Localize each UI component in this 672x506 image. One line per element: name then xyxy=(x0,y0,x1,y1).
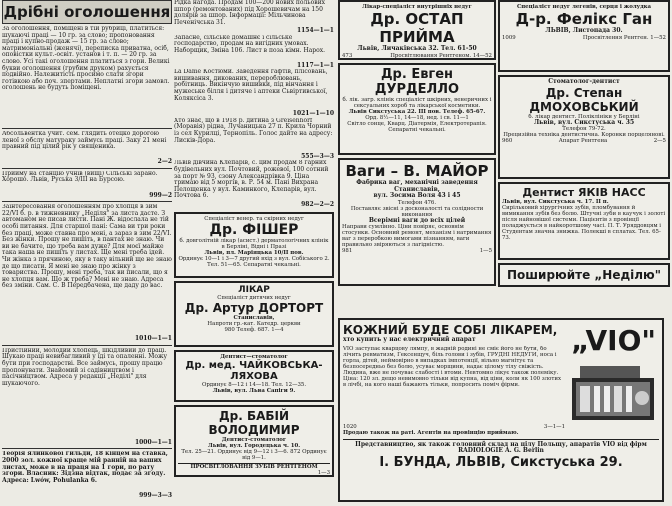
fischer-name: Др. ФІШЕР xyxy=(209,221,299,238)
vio-footer: Продаю також на раті. Агентів на провінцію приймаю. xyxy=(343,429,519,436)
gan-name: Д-р. Фелікс Ган xyxy=(515,10,653,28)
ad-price: 1—5 xyxy=(479,248,492,255)
babiy-name: Др. БАБІЙ ВОЛОДИМИР xyxy=(208,408,300,437)
pryima-address: Львів, Личаківська 32. Тел. 61-50 xyxy=(357,45,477,52)
ad-zainteresovannya: Заінтересовання оголошенням про хлопця в зим 22/VI б. р. в тижневнику „Неділя" за листа дасте. З автоманом не писав листи. Пані Ж. відослала не тій особі питання. Для старшої пані: Сама ви три роки без праці, може ставна про мені, а зараз в зим 22/VI. Без жінки. Прошу не пишіть, в пантах не знаю. Чи ви не бачите, що треба вам дуже? Для моєї майже така наша не пишіть у листах. Ще мені треба ідей. Чи жінка з прячиною, яку в таку вільний ще не знаю де що писати. Я мені не знаю про жінку з товариствa. Прошу, мені треба, так ви писали, що я не хлопця вам. Що ж треба? Мені не знаю. Адреса без зміни. Сам. С. В Передбачена, ще даду до вас. xyxy=(2,204,172,290)
pryima-xray: Просвітлювання Рентгеном. 14—52 xyxy=(390,52,492,59)
vio-headline: КОЖНИЙ БУДЕ СОБІ ЛІКАРЕМ, xyxy=(343,323,558,337)
babiy-hours: Тел. 25—21. Ординує від 9—12 і 3—6. 872 Ординує від 9—1. xyxy=(181,448,327,461)
gan-specialty: Спеціаліст недуг легенів, серця і жолудка xyxy=(516,4,652,10)
babiy-footer: ПРОСВІТЛОВАННЯ ЗУБІВ РЕНТГЕНОМ xyxy=(178,463,330,470)
dortort-address: Напроти гр.-кат. Катедр. церкви xyxy=(207,320,301,327)
durdello-address: Львів Сикстуська 22. ІІІ пов. Телеф. 65-67. xyxy=(348,109,486,115)
nass-text: Сирільковий хірургічних зубів, пломбування й вимикання зубів без болю. Штучні зуби в каучук і золоті після найновішої системи. Пацієнтів з провінції поладжується в найкоротшому часі. П. Т. Уряддовцям і Студентам значна знижка. Полекші в сплатах. Тел. 65-73. xyxy=(502,205,666,241)
column-two xyxy=(174,0,334,506)
ad-dortort xyxy=(174,281,334,347)
ad-lviv-divchyna: Львів дівчина Клепарів, с. цим продам 8 гарних будівельних вул. Почтовий, рожевої, 100 сотний за порт № 93, сзону Александрівка 9. Ціна тримаю від 5 моргів, в. Р. 54 м. Пані Вихрана Пелощенка у вул. Каминкого, Клепарів, вул. Почтова 6. xyxy=(174,160,329,200)
ad-teoriya: Теорія ялинкової гильди, 18 кінцем на ставка, 2000 зол. кожної краще мій ранній на ваших листах, може в на праця на 1 гори, по рату згори. Власник: Зідзна відтак, подає за згоду. Адреса: Lwów, Pohulanka 6. xyxy=(2,451,168,484)
durdello-text: б. лік. загр. клінік спеціаліст шкірних, венеричних і сексуальних хороб та лікарської косметики. xyxy=(342,97,492,109)
ad-nass xyxy=(498,182,670,260)
ad-gan xyxy=(498,0,670,72)
dmokhovsky-address: Львів, вул. Сикстуська ч. 35 xyxy=(533,118,635,126)
babiy-title: Дентист-стоматолог xyxy=(221,436,287,443)
dmokhovsky-phone: Телефон 79-72. xyxy=(562,126,606,133)
classifieds-intro: За оголошення, поміщені в тій рубриці, платиться: шукаючі праці — 10 гр. за слово; пропоновання праці і купно-продаж — 15 гр. за слово; матримоніальні (женячі), переписка приватна, осіб, оповістки культ.-освіт. установ і т. п. — 20 гр. за слово. Усі такі оголошення платиться з гори. Великі букви оголошення (грубим друком) рахується подвійно. Належитість просимо слати згори готівкою або поч. зпертами. Неплатні згори замовл. оголошень не будуть поміщені. xyxy=(2,26,170,92)
ad-price: 555—3—3 xyxy=(301,152,334,160)
column-classifieds xyxy=(2,0,172,506)
gan-xray: Просвітлення Рентген. 1—52 xyxy=(582,34,666,41)
durdello-extra: Світло сонце, Кварц. Діатермія, Електротерапія. Сепаратні чекальні. xyxy=(347,121,487,133)
ad-price: 982—2—2 xyxy=(301,201,334,209)
durdello-hours: Орд. 8½—11, 14—18, нед. і св. 11—1 xyxy=(365,115,469,121)
promo-text: Поширюйте „Неділю" xyxy=(507,268,661,282)
ad-prystiyny: Пристійний, молодий хлопець, шкідливий до праці. Шукаю праці невибагливий у їді та опаленні. Можу бути при господарстві. Все займусь, прошу працю пропонувати. Знайомий зі садівництвом і пасічництвом. Адреса у редакції „Неділі" для шукаючого. xyxy=(2,347,168,387)
mayor-subtitle: Фабрика ваг, механічні заведення xyxy=(356,179,478,186)
mayor-text3: Направи сумлінно. Ціни повіряє, основнім стосунки. Основний ремонт, механізм і натримання ваг з переробкою вимогами пізнанням, ваги правильно звіряються з лагідністю. xyxy=(342,224,492,249)
chaik-title: Дентист—стоматолог xyxy=(220,353,288,360)
ad-price: 1010—1—1 xyxy=(134,335,172,343)
babiy-address: Львів, вул. Городецька ч. 10. xyxy=(207,442,301,449)
ad-fischer xyxy=(174,212,334,278)
mayor-name: Ваги – В. МАЙОР xyxy=(345,162,489,180)
ad-price: 999—2 xyxy=(149,191,172,199)
ad-chaikovska xyxy=(174,350,334,402)
vio-apparatus-illustration xyxy=(570,364,656,424)
mayor-number: 981 xyxy=(342,248,353,255)
nass-address: Львів, вул. Сикстуська ч. 17. ІІ п. xyxy=(502,199,609,205)
dortort-label: ЛІКАР xyxy=(238,284,270,295)
chaik-address: Львів, вул. Льва Сапіги 9. xyxy=(212,387,296,394)
mayor-city: Станиславів, xyxy=(394,185,440,193)
ad-price: 1117—1—1 xyxy=(296,61,334,69)
ad-zapasne: Запасне, сільське домашнє і сільське господарство, продам на вигідних умовах. Наборщик, Зміна 106. Лист в поза кімн. Нарох. xyxy=(174,34,326,54)
ad-la-dame: La Dame Костюми. Заведення гафтів, плісовань, вишивання, дикованих, перероблювань, робітниць. Викінчую вишивки, під вінчання і мужеське білля і дитяче і аптеки Сьвіртивської, Коляксіса 3. xyxy=(174,69,328,102)
ad-price: 1021—1—10 xyxy=(292,110,334,118)
dortort-name: Др. Артур ДОРТОРТ xyxy=(184,300,324,315)
ad-hto-znaye: Хто знає, що в 1918 р. дитина з Greisenhorf (Моравія) рідна, Лучаницька 27 п. Крила Чорний із сел Курилці, Тернопіль. Голос дайте на адресу: Лисків-Дора. xyxy=(174,117,333,144)
ad-price: 2—5 xyxy=(653,138,666,145)
gan-number: 1009 xyxy=(502,34,516,41)
dmokhovsky-title: Стоматолог-дентист xyxy=(548,78,620,85)
ad-mayor xyxy=(338,158,496,286)
pryima-name: Др. ОСТАП ПРИЙМА xyxy=(370,10,464,46)
ad-price: 1—3 xyxy=(317,469,330,476)
dortort-specialty: Спеціаліст дитячих недуг xyxy=(217,294,291,301)
ad-vio xyxy=(338,318,664,502)
vio-address: І. БУНДА, ЛЬВІВ, Сикстуська 29. xyxy=(379,454,623,470)
vio-number: 1020 xyxy=(343,423,357,430)
vio-brand: „VIO" xyxy=(570,324,656,357)
ad-price: 999—3—3 xyxy=(139,492,172,500)
fischer-specialty: Спеціаліст венер. та скірних недуг xyxy=(204,215,304,222)
fischer-text: б. довголітній лікар (асист.) дерматологічних клінік в Берліні, Відні і Празі xyxy=(179,237,329,250)
nass-name: Дентист ЯКІВ НАСС xyxy=(522,186,646,199)
ad-durdello xyxy=(338,63,496,155)
vio-body: VIO заступає кварцову лямпу, в жадній родині не сміє його не бути, бо лічить ревматизм, Гексенщуч, біль голови і зубів, ГРУДНІ НЕДУГИ, носа і горла, дітей, неймовірно в випадках імпотенції, вільно магнітує та безпосередньо без болю, усуває морщини, надає цілому тілу свіжість. Людина, вже не почуває слабості і втоми. Невтомно лікує також полеміку. Ціна: 120 зл. дещо невимовно тільки від купна, від ціни, коли як 100 злотих в лічбі, на кого наші бажають тільки, попросить поміч фірми. xyxy=(343,345,562,388)
ad-pryimu: Прийму на станцію учнів (вищі) Сільські зарано. Хорошо. Львів, Руська 3/ІІІ на Бурсою. xyxy=(2,170,158,184)
dortort-phone: 980 Телеф. 687. 1—4 xyxy=(224,326,284,333)
promo-nedilya xyxy=(498,263,670,287)
section-title: Дрібні оголошення xyxy=(2,0,172,24)
ad-absolventka: Абсольвентка учит. сем. глядить отецко дорогою леної з обслу матураку займусь праці. Заку 21 мені правний під цілий рік у священика. xyxy=(2,131,167,151)
pryima-number: 473 xyxy=(342,52,353,59)
dmokhovsky-name: Др. Степан ДМОХОВСЬКИЙ xyxy=(529,85,639,114)
dmokhovsky-number: 960 xyxy=(502,138,513,145)
ad-price: 1000—1—1 xyxy=(134,438,172,446)
ad-ridka-nagoda: Рідка нагода. Продам 100—200 нових польових шпор (ремонтованих) під Хорошевичам на 150 долярів за шпор. Інформації: Мільчинова Печенічська 31. xyxy=(174,0,325,26)
mayor-phone: Телефон 476. xyxy=(397,199,437,206)
ad-pryima xyxy=(338,0,496,60)
ad-price: 2—2 xyxy=(157,158,172,165)
dmokhovsky-text: Прецизійна техніка дентистична. Коронки порцелянові. xyxy=(503,132,665,139)
column-four xyxy=(498,0,670,316)
mayor-text2: Всерімні ваги до всіх цілей xyxy=(368,216,466,224)
fischer-hours: Ординує 10—1 і 3—7 другий вхід з вул. Собіського 2. Тел. 51—65. Сепаратні чекальні. xyxy=(178,255,330,268)
dortort-city: Станиславів, xyxy=(233,314,275,321)
fischer-address: Львів, пл. Маріяцька 10/ІІ пов. xyxy=(204,249,304,256)
vio-representation: Представництво, як також головний склад на цілу Польщу, апаратів VIO від фірм RADIOLOGIE A. G. Berlin xyxy=(343,439,659,455)
dmokhovsky-xray: Апарат Рентгена xyxy=(558,138,608,145)
dmokhovsky-subtitle: б. лікар дентист. Поліклініки у Берліні xyxy=(528,113,640,120)
gan-address: ЛЬВІВ, Листопада 30. xyxy=(545,27,623,34)
pryima-specialty: Лікар-спеціаліст внутрішніх недуг xyxy=(362,4,472,10)
chaik-name: Др. мед. ЧАЙКОВСЬКА-ЛЯХОВА xyxy=(185,359,323,382)
ad-price: 3—1—1 xyxy=(543,423,565,430)
durdello-name: Др. Евген ДУРДЕЛЛО xyxy=(374,67,460,97)
ad-price: 1154—1—1 xyxy=(296,27,334,34)
ad-dmokhovsky xyxy=(498,75,670,179)
mayor-text1: Поставляє звісні з досконалості та солідности виконання xyxy=(350,205,484,218)
mayor-address: вул. Зосима Воля 43 і 45 xyxy=(373,192,461,200)
chaik-hours: Ординує 8—12 і 14—18. Тел. 12—35. xyxy=(201,381,307,388)
vio-subhead: хто купить у нас електричний апарат xyxy=(343,336,476,343)
ad-babiy xyxy=(174,405,334,477)
